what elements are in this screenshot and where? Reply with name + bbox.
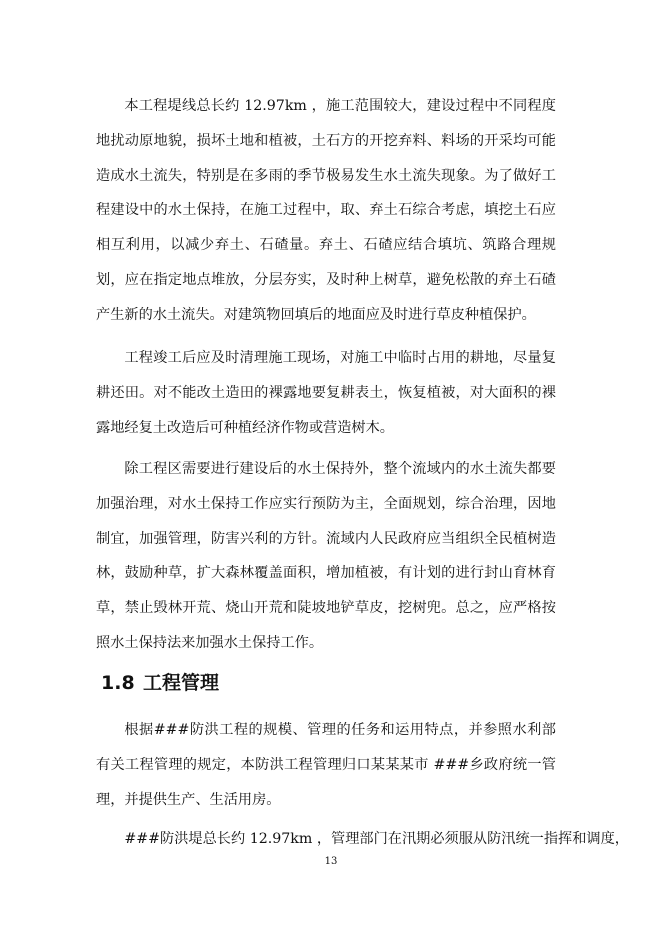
- paragraph-flood-season-control: ###防洪堤总长约 12.97km ，管理部门在汛期必须服从防汛统一指挥和调度，: [124, 831, 629, 847]
- paragraph-site-restoration: 工程竣工后应及时清理施工现场，对施工中临时占用的耕地，尽量复耕还田。对不能改土造田的裸露地要复耕表土，恢复植被，对大面积的裸露地经复土改造后可种植经济作物或营造树木。: [96, 350, 556, 436]
- section-number: 1.8: [101, 672, 135, 694]
- paragraph-management-authority: 根据###防洪工程的规模、管理的任务和运用特点，并参照水利部有关工程管理的规定，本防洪工程管理归口某某某市 ###乡政府统一管理，并提供生产、生活用房。: [96, 722, 556, 808]
- paragraph-soil-conservation-construction: 本工程堤线总长约 12.97km ，施工范围较大，建设过程中不同程度地扰动原地貌，损坏土地和植被，土石方的开挖弃料、料场的开采均可能造成水土流失，特别是在多雨的季节极易发生水土流失现象。为了做好工程建设中的水土保持，在施工过程中，取、弃土石综合考虑，填挖土石应相互利用，以减少弃土、石碴量。弃土、石碴应结合填坑、筑路合理规划，应在指定地点堆放，分层夯实，及时种上树草，避免松散的弃土石碴产生新的水土流失。对建筑物回填后的地面应及时进行草皮种植保护。: [96, 98, 556, 323]
- paragraph-watershed-management: 除工程区需要进行建设后的水土保持外，整个流域内的水土流失都要加强治理，对水土保持工作应实行预防为主，全面规划，综合治理，因地制宜，加强管理，防害兴利的方针。流域内人民政府应当组织全民植树造林，鼓励种草，扩大森林覆盖面积，增加植被，有计划的进行封山育林育草，禁止毁林开荒、烧山开荒和陡坡地铲草皮，挖树兜。总之，应严格按照水土保持法来加强水土保持工作。: [96, 461, 556, 651]
- section-heading: [101, 668, 219, 698]
- section-title: 工程管理: [143, 672, 220, 694]
- page-number: 13: [324, 856, 338, 867]
